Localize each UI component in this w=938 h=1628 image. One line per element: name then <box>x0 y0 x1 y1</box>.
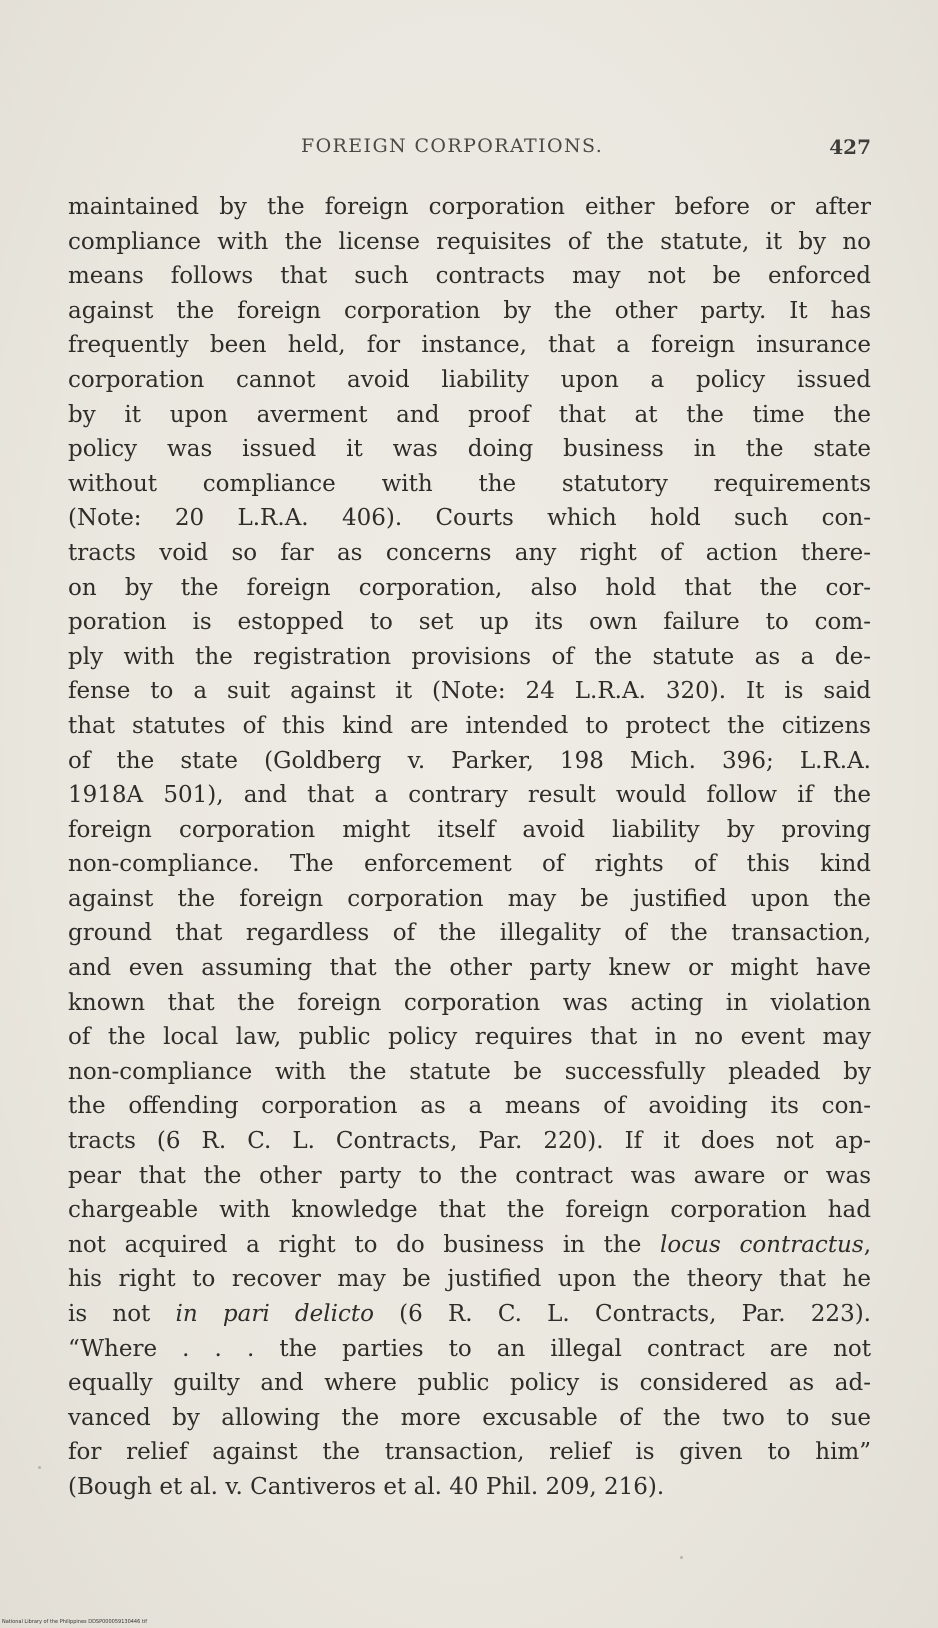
text-line <box>68 190 871 225</box>
text-segment: against the foreign corporation may be justified upon the <box>68 885 871 912</box>
text-segment: poration is estopped to set up its own failure to com- <box>68 609 871 636</box>
text-segment: his right to recover may be justified upon the theory that he <box>68 1266 871 1293</box>
body-paragraph <box>68 190 871 1505</box>
text-line <box>68 744 871 779</box>
text-segment: policy was issued it was doing business in the state <box>68 436 871 463</box>
running-head-title: FOREIGN CORPORATIONS. <box>301 135 604 157</box>
text-segment: for relief against the transaction, relief is given to him” <box>68 1439 871 1466</box>
text-segment: tracts void so far as concerns any right of action there- <box>68 539 871 566</box>
text-line <box>68 225 871 260</box>
text-segment: non-compliance with the statute be successfully pleaded by <box>68 1058 871 1085</box>
text-line <box>68 640 871 675</box>
text-segment: maintained by the foreign corporation either before or after <box>68 194 871 220</box>
text-segment: , <box>863 1231 871 1258</box>
text-segment: against the foreign corporation by the other party. It has <box>68 297 871 324</box>
text-segment: (Note: 20 L.R.A. 406). Courts which hold such con- <box>68 505 871 532</box>
text-segment: by it upon averment and proof that at the time the <box>68 401 871 428</box>
text-line <box>68 259 871 294</box>
text-line <box>68 674 871 709</box>
text-segment: equally guilty and where public policy is considered as ad- <box>68 1370 871 1397</box>
text-line <box>68 1159 871 1194</box>
text-line <box>68 536 871 571</box>
paper-speck <box>680 1556 683 1559</box>
page-number: 427 <box>829 135 871 159</box>
text-segment: is not <box>68 1301 176 1327</box>
text-segment: vanced by allowing the more excusable of the two to sue <box>68 1404 871 1431</box>
text-line <box>68 1332 871 1367</box>
text-segment: compliance with the license requisites of the statute, it by no <box>68 228 871 255</box>
text-line <box>68 605 871 640</box>
text-segment: foreign corporation might itself avoid liability by proving <box>68 816 871 843</box>
text-segment: 1918A 501), and that a contrary result would follow if the <box>68 782 871 809</box>
text-line <box>68 1297 871 1332</box>
text-line <box>68 1055 871 1090</box>
text-segment: (6 R. C. L. Contracts, Par. 223). <box>373 1301 871 1327</box>
text-line <box>68 501 871 536</box>
text-line <box>68 1193 871 1228</box>
text-line <box>68 1470 871 1505</box>
text-segment: chargeable with knowledge that the foreign corporation had <box>68 1197 871 1224</box>
text-line <box>68 1228 871 1263</box>
text-segment: without compliance with the statutory requirements <box>68 470 871 497</box>
text-line <box>68 1020 871 1055</box>
text-line <box>68 571 871 606</box>
text-line <box>68 1089 871 1124</box>
text-line <box>68 1366 871 1401</box>
text-line <box>68 882 871 917</box>
text-segment: tracts (6 R. C. L. Contracts, Par. 220). If it does not ap- <box>68 1128 871 1155</box>
text-line <box>68 986 871 1021</box>
text-line <box>68 328 871 363</box>
text-line <box>68 294 871 329</box>
text-segment: and even assuming that the other party knew or might have <box>68 955 871 982</box>
text-segment: (Bough et al. v. Cantiveros et al. 40 Phil. 209, 216). <box>68 1473 665 1500</box>
text-segment: ply with the registration provisions of the statute as a de- <box>68 643 871 670</box>
text-segment: corporation cannot avoid liability upon a policy issued <box>68 366 871 393</box>
scan-footer-label: National Library of the Philippines DDSP000059130446 tif <box>2 1619 147 1625</box>
text-line <box>68 432 871 467</box>
text-segment: “Where . . . the parties to an illegal contract are not <box>68 1335 871 1362</box>
text-segment: pear that the other party to the contract was aware or was <box>68 1162 871 1189</box>
text-line <box>68 398 871 433</box>
text-line <box>68 363 871 398</box>
text-segment: not acquired a right to do business in the <box>68 1231 661 1258</box>
text-segment: ground that regardless of the illegality of the transaction, <box>68 920 871 947</box>
text-segment: known that the foreign corporation was acting in violation <box>68 989 871 1016</box>
text-line <box>68 847 871 882</box>
text-line <box>68 778 871 813</box>
text-segment: fense to a suit against it (Note: 24 L.R.A. 320). It is said <box>68 678 871 705</box>
text-line <box>68 1435 871 1470</box>
text-segment: of the local law, public policy requires that in no event may <box>68 1024 871 1051</box>
text-segment: non-compliance. The enforcement of rights of this kind <box>68 851 871 878</box>
text-segment: frequently been held, for instance, that a foreign insurance <box>68 332 871 359</box>
running-head <box>0 135 938 161</box>
text-line <box>68 1401 871 1436</box>
text-line <box>68 709 871 744</box>
text-line <box>68 813 871 848</box>
italic-phrase: locus contractus <box>660 1231 864 1258</box>
text-segment: means follows that such contracts may not be enforced <box>68 263 871 290</box>
italic-phrase: in pari delicto <box>175 1301 374 1327</box>
text-segment: that statutes of this kind are intended to protect the citizens <box>68 712 871 739</box>
text-line <box>68 951 871 986</box>
text-line <box>68 1124 871 1159</box>
text-line <box>68 1262 871 1297</box>
text-segment: of the state (Goldberg v. Parker, 198 Mich. 396; L.R.A. <box>68 747 871 774</box>
text-line <box>68 467 871 502</box>
text-segment: the offending corporation as a means of avoiding its con- <box>68 1093 871 1120</box>
paper-speck <box>38 1466 41 1469</box>
text-line <box>68 916 871 951</box>
text-segment: on by the foreign corporation, also hold that the cor- <box>68 574 871 601</box>
